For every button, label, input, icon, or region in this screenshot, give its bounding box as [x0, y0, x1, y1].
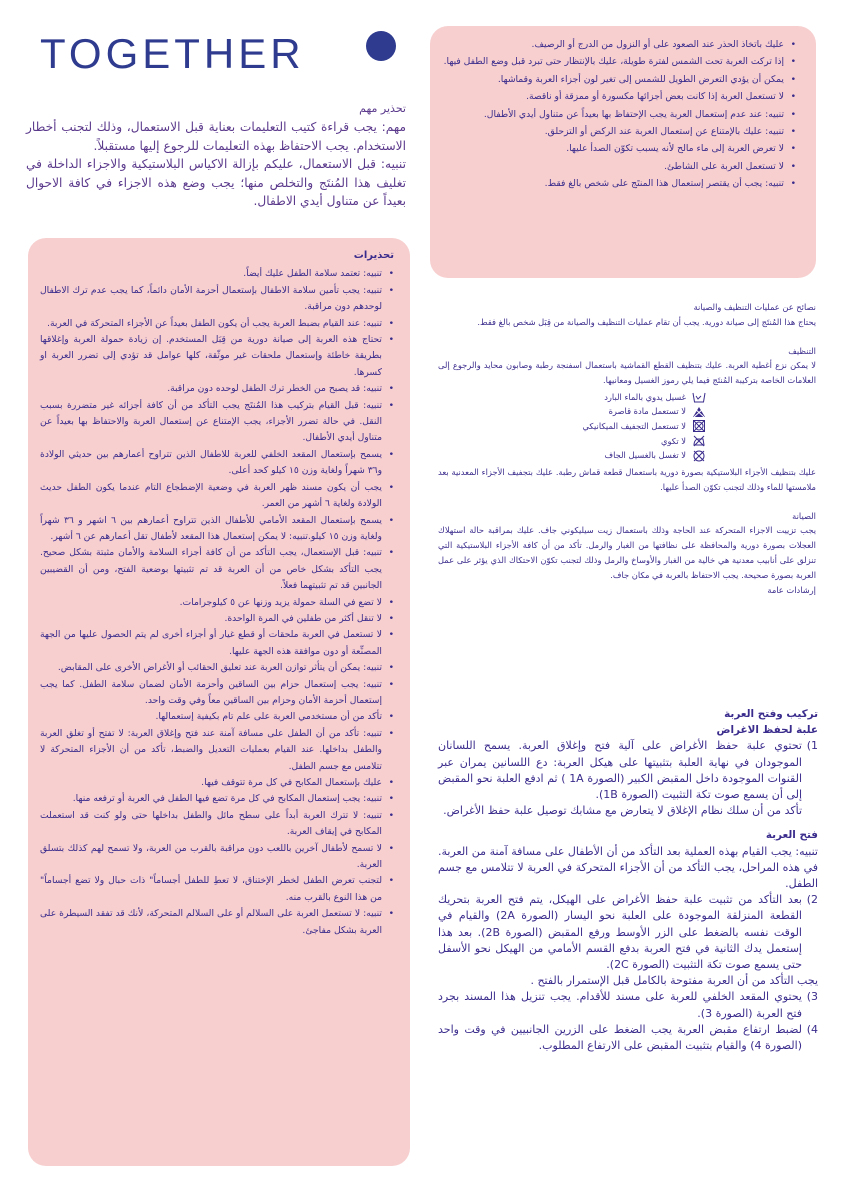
list-item: • لا تسمح لأطفال آخرين باللعب دون مراقبة بالقرب من العربة، ولا تسمح لهم كذلك بتسلق العربة. — [40, 841, 394, 874]
care-symbol-label: لا تستعمل مادة قاصرة — [608, 406, 686, 417]
maintenance-footer: إرشادات عامة — [767, 584, 816, 595]
no-iron-icon — [692, 435, 706, 447]
list-item: • تنبيه: يمكن أن يتأثر توازن العربة عند تعليق الحقائب أو الأغراض الأخرى على المقابض. — [40, 660, 394, 676]
hand-wash-icon — [692, 391, 706, 403]
list-item: • تنبيه: يجب تأمين سلامة الاطفال بإستعمال أحزمة الأمان دائماً، كما يجب عدم ترك الاطفال لوحدهم دون مراقبة. — [40, 283, 394, 316]
list-item: • لا تستعمل العربة على الشاطئ. — [442, 158, 796, 175]
list-item: • تنبيه: يجب أن يقتصر إستعمال هذا المنتَج على شخص بالغ فقط. — [442, 175, 796, 192]
care-symbol-item — [438, 419, 706, 434]
step-1-note — [438, 803, 818, 819]
list-item: • لا تنقل أكثر من طفلين في المرة الواحدة. — [40, 611, 394, 627]
important-warning-title: تحذير مهم — [359, 102, 406, 115]
care-symbol-label: لا تستعمل التجفيف الميكانيكي — [582, 421, 686, 432]
step-1-text: تحتوي علبة حفظ الأغراض على آلية فتح وإغلاق العربة. يسمح اللسانان الموجودان في نهاية العلبة بتثبيتها على هيكل العربة: دع اللسانين يمران عبر القنوات الموجودة داخل المقبض الكبير (الصورة 1A ) ثم ادفع العلبة نحو المقبض إلى أن يسمع صوت تكة التثبيت (الصورة 1B). — [438, 739, 802, 802]
list-item: • تنبيه: عليك بالإمتناع عن إستعمال العربة عند الركض أو التزحلق. — [442, 123, 796, 140]
list-item: • تنبيه: يجب إستعمال المكابح في كل مرة تضع فيها الطفل في العربة أو ترفعه منها. — [40, 791, 394, 807]
care-symbol-item — [438, 448, 706, 463]
care-symbol-item — [438, 390, 706, 405]
list-item: • تنبيه: يجب إستعمال حزام بين الساقين وأحزمة الأمان لضمان سلامة الطفل. كما يجب إستعمال أحزمة الأمان وحزام بين الساقين معاً وفي وقت واحد. — [40, 677, 394, 710]
list-item: • يمكن أن يؤدي التعرض الطويل للشمس إلى تغير لون أجزاء العربة وقماشها. — [442, 71, 796, 88]
list-item: • يجب أن يكون مسند ظهر العربة في وضعية الإضطجاع التام عندما يكون الطفل حديث الولادة ولغاية ٦ أشهر من العمر. — [40, 480, 394, 513]
list-item: • تنبيه: قبل الإستعمال، يجب التأكد من أن كافة أجزاء السلامة والأمان مثبتة بشكل صحيح. يجب التأكد بشكل خاص من أن العربة قد تم تثبيتها بوضعية الفتح، ومن أن القضيبين الجانبين قد تم تثبيتهما فعلاً. — [40, 545, 394, 594]
list-item: • تنبيه: قد يصبح من الخطر ترك الطفل لوحده دون مراقبة. — [40, 381, 394, 397]
care-symbol-item — [438, 434, 706, 449]
list-item: • تنبيه: عند عدم إستعمال العربة يجب الإحتفاظ بها بعيداً عن متناول أيدي الأطفال. — [442, 106, 796, 123]
no-tumble-dry-icon — [692, 420, 706, 432]
maintenance-body: يجب تزييت الاجزاء المتحركة عند الحاجة وذلك باستعمال زيت سيليكوني جاف. عليك بمراقبة حالة استهلاك العجلات بصورة دورية والمحافظة على نظافتها من الغبار والرمل. تأكد من أن كافة الأجزاء البلاستيكية التي تنزلق على أنابيب معدنية هي خالية من الغبار والأوساخ والرمل وذلك لتجنب تكوّن الاحتكاك الذي يؤثر على عمل العربة بصورة صحيحة. يجب الاحتفاظ بالعربة في مكان جاف. — [438, 525, 816, 580]
step-2: 2) بعد التأكد من تثبيت علبة حفظ الأغراض على الهيكل، يتم فتح العربة بتحريك القطعة المنزلقة الموجودة على العلبة نحو اليسار (الصورة 2A) والقيام في الوقت نفسه بالضغط على الزر الأوسط ورفع المقبض (الصورة 2B). بعد هذا إستعمل يدك الثانية في فتح العربة بدفع القسم الأمامي من الهيكل نحو الأسفل حتى يسمع صوت تكة التثبيت (الصورة 2C). — [438, 893, 818, 972]
care-symbols-list — [438, 390, 816, 463]
list-item: • تنبيه: لا تترك العربة أبداً على سطح مائل والطفل بداخلها حتى ولو كنت قد استعملت المكابح في إيقاف العربة. — [40, 808, 394, 841]
important-warning-paragraph: مهم: يجب قراءة كتيب التعليمات بعناية قبل الاستعمال، وذلك لتجنب أخطار الاستخدام. يجب الاحتفاظ بهذه التعليمات للرجوع إليها مستقبلاً. — [26, 120, 406, 153]
care-symbol-label: لا تكوي — [660, 435, 686, 446]
step-3-text: يحتوي المقعد الخلفي للعربة على مسند للأقدام. يجب تنزيل هذا المسند بجرد فتح العربة (الصورة 3). — [438, 990, 802, 1020]
no-bleach-icon — [692, 406, 706, 418]
logo-circle — [366, 31, 396, 61]
list-item: • تنبيه: تعتمد سلامة الطفل عليك أيضاً. — [40, 266, 394, 282]
list-item: • لا تضع في السلة حمولة يزيد وزنها عن ٥ كيلوجرامات. — [40, 595, 394, 611]
list-item: • تحتاج هذه العربة إلى صيانة دورية من قِبَل المستخدم. إن زيادة حمولة العربة وإغلاقها بطريقة خاطئة وإستعمال ملحقات غير موثّقة، كلها عوامل قد تؤدي إلى تضرر العربة او كسرها. — [40, 332, 394, 381]
list-item: • تنبيه: قبل القيام بتركيب هذا المُنتَج يجب التأكد من أن كافة أجزائه غير متضررة بسبب النقل. في حالة تضرر الأجزاء، يجب الإمتناع عن إستعمال العربة والاحتفاظ بها بعيداً عن متناول أيدي الأطفال. — [40, 398, 394, 447]
assembly-title: تركيب وفتح العربة — [724, 708, 818, 720]
no-dry-clean-icon — [692, 450, 706, 462]
list-item: • عليك باتخاذ الحذر عند الصعود على أو النزول من الدرج أو الرصيف. — [442, 36, 796, 53]
list-item: • يسمح بإستعمال المقعد الأمامي للأطفال الذين تتراوح أعمارهم بين ٦ اشهر و ٣٦ شهراً ولغاية وزن ١٥ كيلو.تنبيه: لا يمكن إستعمال هذا المقعد لأطفال تقل أعمارهم عن ٦ أشهر. — [40, 513, 394, 546]
cautions-box — [430, 26, 816, 278]
list-item: • لا تعرض العربة إلى ماء مالح لأنه يسبب تكوّن الصدأ عليها. — [442, 140, 796, 157]
important-warning-paragraph: تنبيه: قبل الاستعمال، عليكم بإزالة الاكياس البلاستيكية والاجزاء الداخلة في تغليف هذا المُنتَج والتخلص منها؛ يجب وضع هذه الاجزاء في كافة الاحوال بعيداً عن متناول أيدي الاطفال. — [26, 157, 406, 209]
care-symbol-label: لا تغسل بالغسيل الجاف — [604, 450, 686, 461]
cleaning-body: لا يمكن نزع أغطية العربة. عليك بتنظيف القطع القماشية باستعمال اسفنجة رطبة وصابون محايد والرجوع إلى العلامات الخاصة بتركيبة المُنتَج فيما يلي رموز الغسيل ومعانيها. — [438, 360, 816, 386]
step-1: 1) تحتوي علبة حفظ الأغراض على آلية فتح وإغلاق العربة. يسمح اللسانان الموجودان في نهاية العلبة بتثبيتها على هيكل العربة: دع اللسانين يمران عبر القنوات الموجودة داخل المقبض الكبير (الصورة 1A ) ثم ادفع العلبة نحو المقبض إلى أن يسمع صوت تكة التثبيت (الصورة 1B). — [438, 739, 818, 802]
list-item: • تأكد من أن مستخدمي العربة على علم تام بكيفية إستعمالها. — [40, 709, 394, 725]
cleaning-body-2: عليك بتنظيف الأجزاء البلاستيكية بصورة دورية باستعمال قطعة قماش رطبة. عليك بتجفيف الأجزاء المعدنية بعد ملامستها للماء وذلك لتجنب تكوّن الصدأ عليها. — [438, 466, 816, 492]
list-item: • تنبيه: عند القيام بضبط العربة يجب أن يكون الطفل بعيداً عن الأجزاء المتحركة في العربة. — [40, 316, 394, 332]
list-item: • إذا تركت العربة تحت الشمس لفترة طويلة، عليك بالإنتظار حتى تبرد قبل وضع الطفل فيها. — [442, 53, 796, 70]
step-3: 3) يحتوي المقعد الخلفي للعربة على مسند للأقدام. يجب تنزيل هذا المسند بجرد فتح العربة (الصورة 3). — [438, 990, 818, 1020]
list-item: • عليك بإستعمال المكابح في كل مرة تتوقف فيها. — [40, 775, 394, 791]
list-item: • يسمح بإستعمال المقعد الخلفي للعربة للاطفال الذين تتراوح أعمارهم بين حديثي الولادة و٣٦ شهراً ولغاية وزن ١٥ كيلو كحد أعلى. — [40, 447, 394, 480]
step-4-text: لضبط ارتفاع مقبض العربة يجب الضغط على الزرين الجانبيين في وقت واحد (الصورة 4) والقيام بتثبيت المقبض على الارتفاع المطلوب. — [438, 1022, 802, 1053]
cleaning-subtitle: التنظيف — [788, 345, 816, 356]
list-item: • لا تستعمل في العربة ملحقات أو قطع غيار أو أجزاء أخرى لم يتم الحصول عليها من الجهة المصنِّعة أو دون موافقة هذه الجهة عليها. — [40, 627, 394, 660]
cleaning-intro: يحتاج هذا المُنتَج إلى صيانة دورية. يجب أن تقام عمليات التنظيف والصيانة من قِبَل شخص بالغ فقط. — [477, 316, 816, 327]
warnings-box — [28, 238, 410, 1166]
maintenance-title: الصيانة — [792, 510, 816, 521]
important-warning — [26, 100, 406, 210]
step-4: 4) لضبط ارتفاع مقبض العربة يجب الضغط على الزرين الجانبيين في وقت واحد (الصورة 4) والقيام بتثبيت المقبض على الارتفاع المطلوب. — [438, 1022, 818, 1053]
care-symbol-label: غسيل يدوي بالماء البارد — [604, 391, 686, 402]
opening-title: فتح العربة — [765, 829, 818, 842]
list-item: • لتجنب تعرض الطفل لخطر الإختناق، لا تعطِ للطفل أجساماً" ذات حبال ولا تضع أجساماً" من هذا النوع بالقرب منه. — [40, 873, 394, 906]
list-item: • لا تستعمل العربة إذا كانت بعض أجزائها مكسورة أو ممزقة أو ناقصة. — [442, 88, 796, 105]
step-2-text: بعد التأكد من تثبيت علبة حفظ الأغراض على الهيكل، يتم فتح العربة بتحريك القطعة المنزلقة الموجودة على العلبة نحو اليسار (الصورة 2A) والقيام في الوقت نفسه بالضغط على الزر الأوسط ورفع المقبض (الصورة 2B). بعد هذا إستعمل يدك الثانية في فتح العربة بدفع القسم الأمامي من الهيكل نحو الأسفل حتى يسمع صوت تكة التثبيت (الصورة 2C). — [438, 893, 802, 972]
step-2-note: يجب التأكد من أن العربة مفتوحة بالكامل قبل الإستمرار بالفتح . — [530, 974, 818, 988]
opening-warning: تنبيه: يجب القيام بهذه العملية بعد التأكد من أن الأطفال على مسافة آمنة من العربة. في هذه المراحل، يجب التأكد من أن الأجزاء المتحركة في العربة لا تتلامس مع جسم الطفل. — [438, 844, 818, 891]
step-1-note-text: تأكد من أن سلك نظام الإغلاق لا يتعارض مع مشابك توصيل علبة حفظ الأغراض. — [443, 804, 802, 818]
cleaning-maintenance-section — [438, 300, 816, 597]
warnings-title: تحذيرات — [353, 250, 394, 261]
assembly-subtitle: علبة لحفظ الاغراض — [716, 724, 818, 737]
list-item: • تنبيه: تأكد من أن الطفل على مسافة آمنة عند فتح وإغلاق العربة: لا تفتح أو تغلق العربة والطفل بداخلها. عند القيام بعمليات التعديل والضبط، تأكد من أن الأجزاء المتحركة لا تتلامس مع جسم الطفل. — [40, 726, 394, 775]
list-item: • تنبيه: لا تستعمل العربة على السلالم أو على السلالم المتحركة، لأنك قد تفقد السيطرة على العربة بشكل مفاجئ. — [40, 906, 394, 939]
brand-logo — [40, 30, 390, 80]
logo-text: TOGETHER — [40, 30, 305, 77]
care-symbol-item — [438, 405, 706, 420]
cleaning-title: نصائح عن عمليات التنظيف والصيانة — [693, 302, 816, 312]
assembly-section — [438, 706, 818, 1054]
